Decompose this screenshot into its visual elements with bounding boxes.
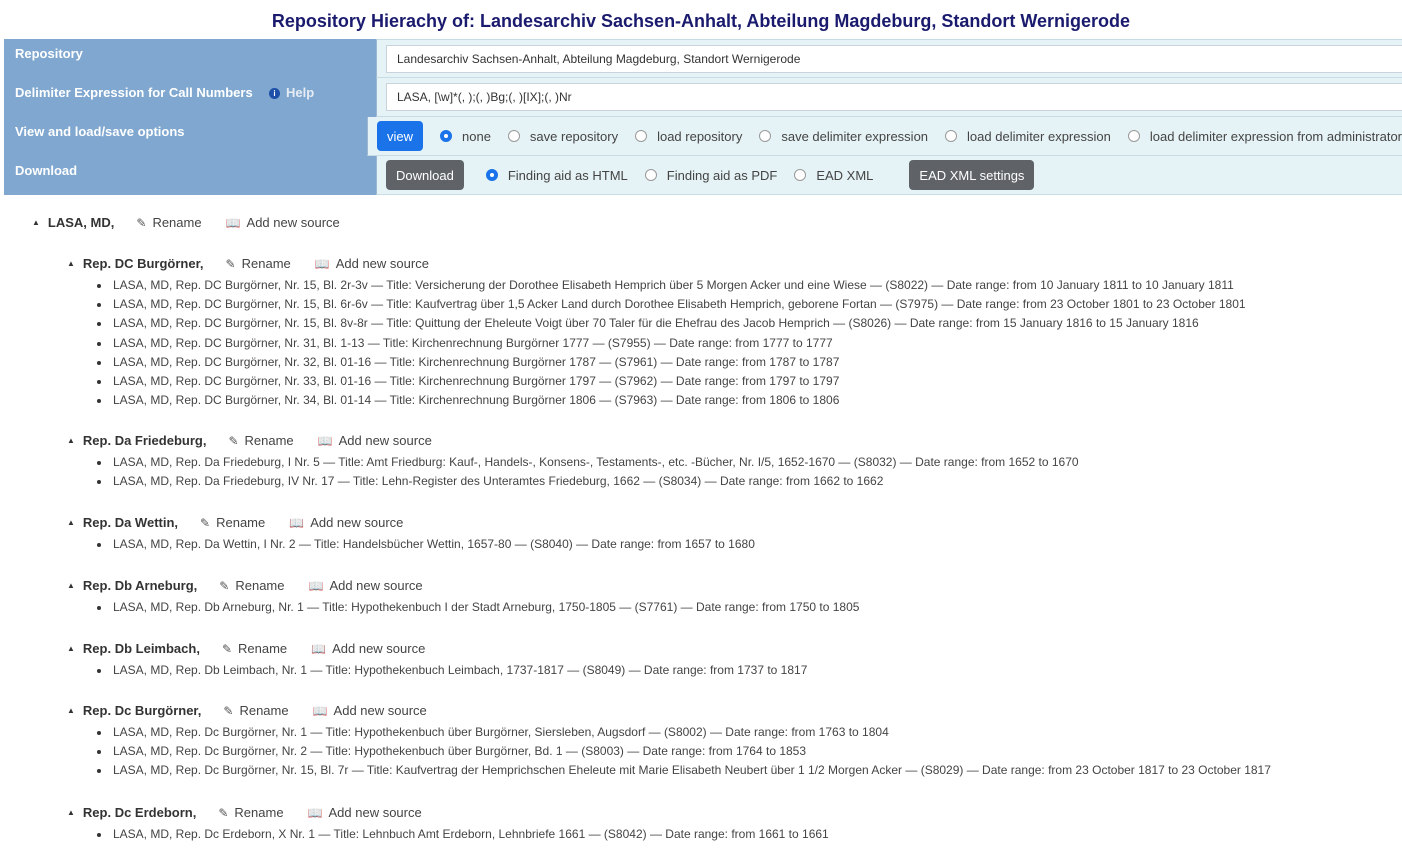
- add-source-button[interactable]: 📖 Add new source: [317, 433, 432, 448]
- group-name: Rep. Dc Burgörner,: [82, 703, 202, 718]
- source-item[interactable]: LASA, MD, Rep. Dc Burgörner, Nr. 15, Bl. 7r — Title: Kaufvertrag der Hemprichschen Eheleute mit Marie Elisabeth Neubert über 1 1/2 Morgen Acker — (S8029) — Date range: from 23 October 1817 to 23 October 1817: [96, 761, 1271, 780]
- rename-button[interactable]: ✎ Rename: [136, 215, 202, 230]
- group-name: Rep. Dc Erdeborn,: [82, 805, 197, 820]
- tree-group: [67, 641, 807, 680]
- source-item[interactable]: LASA, MD, Rep. Dc Burgörner, Nr. 1 — Title: Hypothekenbuch über Burgörner, Siersleben, Augsdorf — (S8002) — Date range: from 1763 to 1804: [96, 723, 1271, 742]
- book-icon: 📖: [311, 641, 327, 656]
- tree-group: [67, 805, 829, 844]
- ead-settings-button[interactable]: EAD XML settings: [909, 160, 1034, 190]
- download-html-radio[interactable]: Finding aid as HTML: [486, 168, 628, 183]
- source-item[interactable]: LASA, MD, Rep. DC Burgörner, Nr. 34, Bl. 01-14 — Title: Kirchenrechnung Burgörner 1806 — (S7963) — Date range: from 1806 to 1806: [96, 391, 1246, 410]
- rename-button[interactable]: ✎ Rename: [200, 515, 266, 530]
- group-name: Rep. Da Wettin,: [82, 515, 179, 530]
- help-link[interactable]: i Help: [269, 85, 314, 100]
- add-source-button[interactable]: 📖 Add new source: [312, 703, 427, 718]
- pencil-icon: ✎: [221, 641, 233, 656]
- repository-input[interactable]: Landesarchiv Sachsen-Anhalt, Abteilung Magdeburg, Standort Wernigerode: [386, 45, 1402, 73]
- add-source-button[interactable]: 📖 Add new source: [308, 578, 423, 593]
- source-list: [96, 825, 829, 844]
- group-header: [67, 578, 859, 593]
- book-icon: 📖: [314, 256, 330, 271]
- group-name: Rep. Db Arneburg,: [82, 578, 198, 593]
- tree-group: [67, 703, 1271, 781]
- source-item[interactable]: LASA, MD, Rep. DC Burgörner, Nr. 15, Bl. 8v-8r — Title: Quittung der Eheleute Voigt über 70 Taler für die Ehefrau des Jacob Hemprich — (S8026) — Date range: from 15 January 1816 to 15 January 1816: [96, 314, 1246, 333]
- source-list: [96, 661, 807, 680]
- info-icon: i: [269, 88, 280, 99]
- source-item[interactable]: LASA, MD, Rep. DC Burgörner, Nr. 33, Bl. 01-16 — Title: Kirchenrechnung Burgörner 1797 — (S7962) — Date range: from 1797 to 1797: [96, 372, 1246, 391]
- download-pdf-radio[interactable]: Finding aid as PDF: [645, 168, 778, 183]
- collapse-icon[interactable]: ▲: [67, 808, 75, 817]
- group-header: [67, 433, 1079, 448]
- repository-label: Repository: [4, 39, 376, 78]
- root-label: LASA, MD,: [47, 215, 115, 230]
- group-header: [67, 805, 829, 820]
- add-source-button[interactable]: 📖 Add new source: [225, 215, 340, 230]
- group-name: Rep. DC Burgörner,: [82, 256, 204, 271]
- group-header: [67, 641, 807, 656]
- pencil-icon: ✎: [136, 215, 147, 230]
- add-source-button[interactable]: 📖 Add new source: [314, 256, 429, 271]
- source-list: [96, 723, 1271, 781]
- source-item[interactable]: LASA, MD, Rep. Dc Erdeborn, X Nr. 1 — Title: Lehnbuch Amt Erdeborn, Lehnbriefe 1661 — (S8042) — Date range: from 1661 to 1661: [96, 825, 829, 844]
- collapse-icon[interactable]: ▲: [67, 518, 75, 527]
- book-icon: 📖: [307, 805, 323, 820]
- pencil-icon: ✎: [200, 515, 211, 530]
- add-source-button[interactable]: 📖 Add new source: [289, 515, 404, 530]
- book-icon: 📖: [308, 578, 324, 593]
- group-name: Rep. Da Friedeburg,: [82, 433, 207, 448]
- options-label: View and load/save options: [4, 117, 367, 156]
- rename-button[interactable]: ✎ Rename: [219, 578, 285, 593]
- pencil-icon: ✎: [223, 703, 234, 718]
- source-item[interactable]: LASA, MD, Rep. Db Leimbach, Nr. 1 — Title: Hypothekenbuch Leimbach, 1737-1817 — (S8049) — Date range: from 1737 to 1817: [96, 661, 807, 680]
- group-name: Rep. Db Leimbach,: [82, 641, 200, 656]
- delimiter-label: Delimiter Expression for Call Numbers: [15, 85, 253, 100]
- delimiter-row: [4, 78, 1402, 117]
- collapse-icon[interactable]: ▲: [67, 706, 75, 715]
- rename-button[interactable]: ✎ Rename: [228, 433, 294, 448]
- download-label: Download: [4, 156, 376, 195]
- repository-row: [4, 39, 1402, 78]
- page-title: Repository Hierachy of: Landesarchiv Sachsen-Anhalt, Abteilung Magdeburg, Standort Wernigerode: [271, 11, 1131, 31]
- delimiter-input[interactable]: LASA, [\w]*(, );(, )Bg;(, )[IX];(, )Nr: [386, 83, 1402, 111]
- rename-button[interactable]: ✎ Rename: [218, 805, 284, 820]
- tree-group: [67, 515, 755, 554]
- source-list: [96, 453, 1079, 491]
- option-load-delimiter-radio[interactable]: load delimiter expression: [945, 129, 1111, 144]
- source-item[interactable]: LASA, MD, Rep. Da Friedeburg, IV Nr. 17 — Title: Lehn-Register des Unteramtes Friedeburg, 1662 — (S8034) — Date range: from 1662 to 1662: [96, 472, 1079, 491]
- tree-group: [67, 578, 859, 617]
- pencil-icon: ✎: [218, 805, 229, 820]
- source-item[interactable]: LASA, MD, Rep. Db Arneburg, Nr. 1 — Title: Hypothekenbuch I der Stadt Arneburg, 1750-1805 — (S7761) — Date range: from 1750 to 1805: [96, 598, 859, 617]
- pencil-icon: ✎: [219, 578, 230, 593]
- collapse-icon[interactable]: ▲: [67, 644, 75, 653]
- pencil-icon: ✎: [228, 433, 239, 448]
- book-icon: 📖: [317, 433, 333, 448]
- tree-group: [67, 433, 1079, 491]
- download-ead-radio[interactable]: EAD XML: [794, 168, 873, 183]
- options-row: [4, 117, 1402, 156]
- source-item[interactable]: LASA, MD, Rep. Da Friedeburg, I Nr. 5 — Title: Amt Friedburg: Kauf-, Handels-, Konsens-, Testaments-, etc. -Bücher, Nr. I/5, 1652-1670 — (S8032) — Date range: from 1652 to 1670: [96, 453, 1079, 472]
- source-item[interactable]: LASA, MD, Rep. DC Burgörner, Nr. 15, Bl. 6r-6v — Title: Kaufvertrag über 1,5 Acker Land durch Dorothee Elisabeth Hemprich, geborene Fortan — (S7975) — Date range: from 23 October 1801 to 23 October 1801: [96, 295, 1246, 314]
- rename-button[interactable]: ✎ Rename: [221, 641, 288, 656]
- source-item[interactable]: LASA, MD, Rep. Dc Burgörner, Nr. 2 — Title: Hypothekenbuch über Burgörner, Bd. 1 — (S8003) — Date range: from 1764 to 1853: [96, 742, 1271, 761]
- download-button[interactable]: Download: [386, 160, 464, 190]
- tree-root: [32, 215, 364, 230]
- rename-button[interactable]: ✎ Rename: [223, 703, 289, 718]
- view-button[interactable]: view: [377, 121, 423, 151]
- pencil-icon: ✎: [225, 256, 236, 271]
- option-load-delimiter-admin-radio[interactable]: load delimiter expression from administrator: [1128, 129, 1402, 144]
- group-header: [67, 515, 755, 530]
- option-load-repository-radio[interactable]: load repository: [635, 129, 742, 144]
- collapse-icon[interactable]: ▲: [67, 259, 75, 268]
- collapse-icon[interactable]: ▲: [67, 436, 75, 445]
- tree-group: [67, 256, 1246, 410]
- option-save-repository-radio[interactable]: save repository: [508, 129, 618, 144]
- source-item[interactable]: LASA, MD, Rep. DC Burgörner, Nr. 31, Bl. 1-13 — Title: Kirchenrechnung Burgörner 1777 — (S7955) — Date range: from 1777 to 1777: [96, 334, 1246, 353]
- option-save-delimiter-radio[interactable]: save delimiter expression: [759, 129, 928, 144]
- source-list: [96, 598, 859, 617]
- source-item[interactable]: LASA, MD, Rep. DC Burgörner, Nr. 32, Bl. 01-16 — Title: Kirchenrechnung Burgörner 1787 — (S7961) — Date range: from 1787 to 1787: [96, 353, 1246, 372]
- collapse-icon[interactable]: ▲: [32, 218, 40, 227]
- group-header: [67, 703, 1271, 718]
- group-header: [67, 256, 1246, 271]
- option-none-radio[interactable]: none: [440, 129, 491, 144]
- source-list: [96, 535, 755, 554]
- download-row: [4, 156, 1402, 195]
- collapse-icon[interactable]: ▲: [67, 581, 75, 590]
- book-icon: 📖: [225, 215, 241, 230]
- source-list: [96, 276, 1246, 410]
- source-item[interactable]: LASA, MD, Rep. DC Burgörner, Nr. 15, Bl. 2r-3v — Title: Versicherung der Dorothee Elisabeth Hemprich über 5 Morgen Acker und eine Wiese — (S8022) — Date range: from 10 January 1811 to 10 January 1811: [96, 276, 1246, 295]
- add-source-button[interactable]: 📖 Add new source: [311, 641, 426, 656]
- settings-form: [4, 39, 1402, 195]
- book-icon: 📖: [289, 515, 305, 530]
- add-source-button[interactable]: 📖 Add new source: [307, 805, 422, 820]
- source-item[interactable]: LASA, MD, Rep. Da Wettin, I Nr. 2 — Title: Handelsbücher Wettin, 1657-80 — (S8040) — Date range: from 1657 to 1680: [96, 535, 755, 554]
- book-icon: 📖: [312, 703, 328, 718]
- rename-button[interactable]: ✎ Rename: [225, 256, 291, 271]
